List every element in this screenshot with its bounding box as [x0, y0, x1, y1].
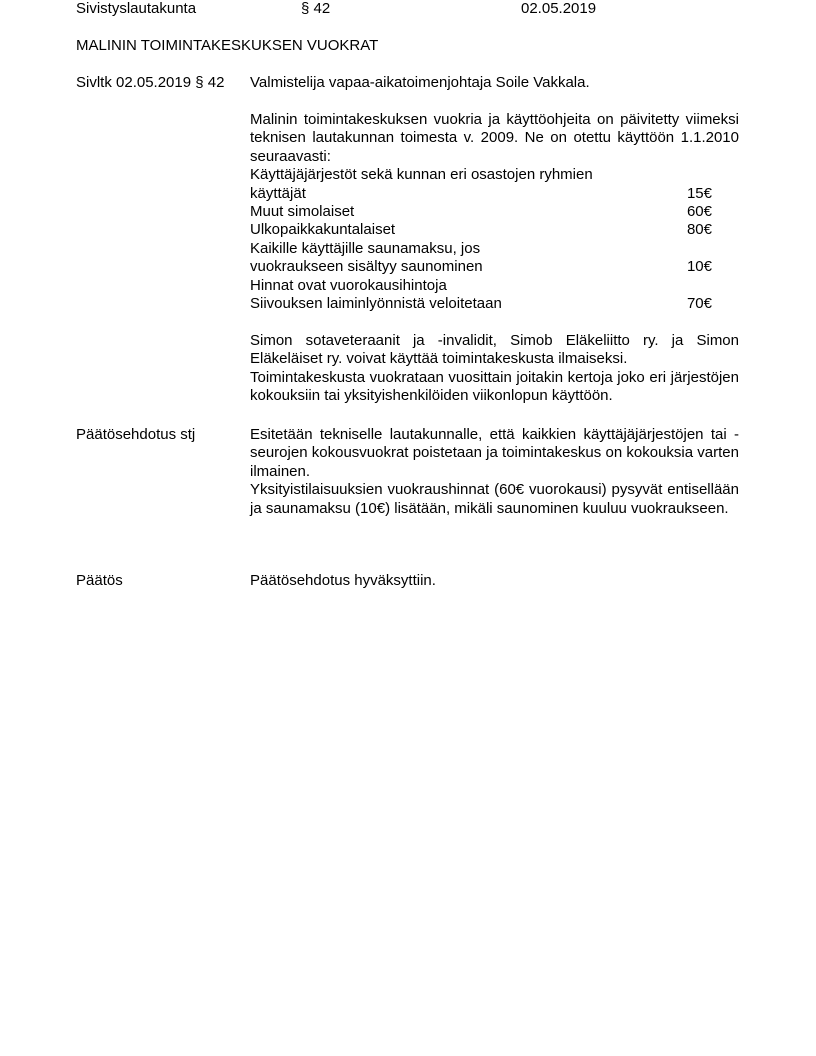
committee-name: Sivistyslautakunta [76, 0, 197, 17]
proposal-section [250, 426, 739, 518]
fee-row [250, 203, 739, 221]
background-paragraph: Simon sotaveteraanit ja -invalidit, Simob Eläkeliitto ry. ja Simon Eläkeläiset ry. voivat käyttää toimintakeskusta ilmaiseksi. [250, 331, 739, 368]
fee-amount: 15€ [686, 184, 712, 202]
preparer-line: Valmistelija vapaa-aikatoimenjohtaja Soile Vakkala. [250, 74, 590, 91]
fee-label: Ulkopaikkakuntalaiset [250, 221, 396, 239]
document-title: MALININ TOIMINTAKESKUKSEN VUOKRAT [76, 37, 379, 54]
fee-row [250, 258, 739, 276]
background-intro: Malinin toimintakeskuksen vuokria ja käyttöohjeita on päivitetty viimeksi teknisen lautakunnan toimesta v. 2009. Ne on otettu käyttöön 1.1.2010 seuraavasti: [250, 111, 739, 165]
background-paragraph: Toimintakeskusta vuokrataan vuosittain joitakin kertoja joko eri järjestöjen kokouksiin tai yksityishenkilöiden viikonlopun käyttöön. [250, 368, 739, 404]
fee-amount: 70€ [686, 294, 712, 312]
fee-amount: 80€ [686, 221, 712, 239]
section-number: § 42 [301, 0, 331, 17]
decision-text: Päätösehdotus hyväksyttiin. [250, 572, 436, 589]
proposal-label: Päätösehdotus stj [76, 426, 196, 443]
meeting-date: 02.05.2019 [521, 0, 597, 17]
fee-row [250, 221, 739, 239]
fee-line: Hinnat ovat vuorokausihintoja [250, 276, 447, 294]
fee-amount: 60€ [686, 203, 712, 220]
fee-label: Muut simolaiset [250, 203, 355, 220]
fee-label: Siivouksen laiminlyönnistä veloitetaan [250, 294, 502, 312]
fee-line: Käyttäjäjärjestöt sekä kunnan eri osastojen ryhmien [250, 166, 593, 184]
fee-row [250, 185, 739, 203]
fee-label: vuokraukseen sisältyy saunominen [250, 258, 483, 276]
proposal-paragraph: Esitetään tekniselle lautakunnalle, että kaikkien käyttäjäjärjestöjen tai -seurojen kokousvuokrat poistetaan ja toimintakeskus on kokouksia varten ilmainen. [250, 426, 739, 480]
fee-row [250, 295, 739, 313]
decision-label: Päätös [76, 572, 123, 589]
proposal-paragraph: Yksityistilaisuuksien vuokraushinnat (60€ vuorokausi) pysyvät entisellään ja saunamaksu (10€) lisätään, mikäli saunominen kuuluu vuokraukseen. [250, 481, 739, 517]
reference-label: Sivltk 02.05.2019 § 42 [76, 74, 225, 91]
fee-line: Kaikille käyttäjille saunamaksu, jos [250, 239, 481, 257]
fee-label: käyttäjät [250, 184, 306, 202]
fee-amount: 10€ [686, 258, 712, 276]
background-section [250, 111, 739, 405]
